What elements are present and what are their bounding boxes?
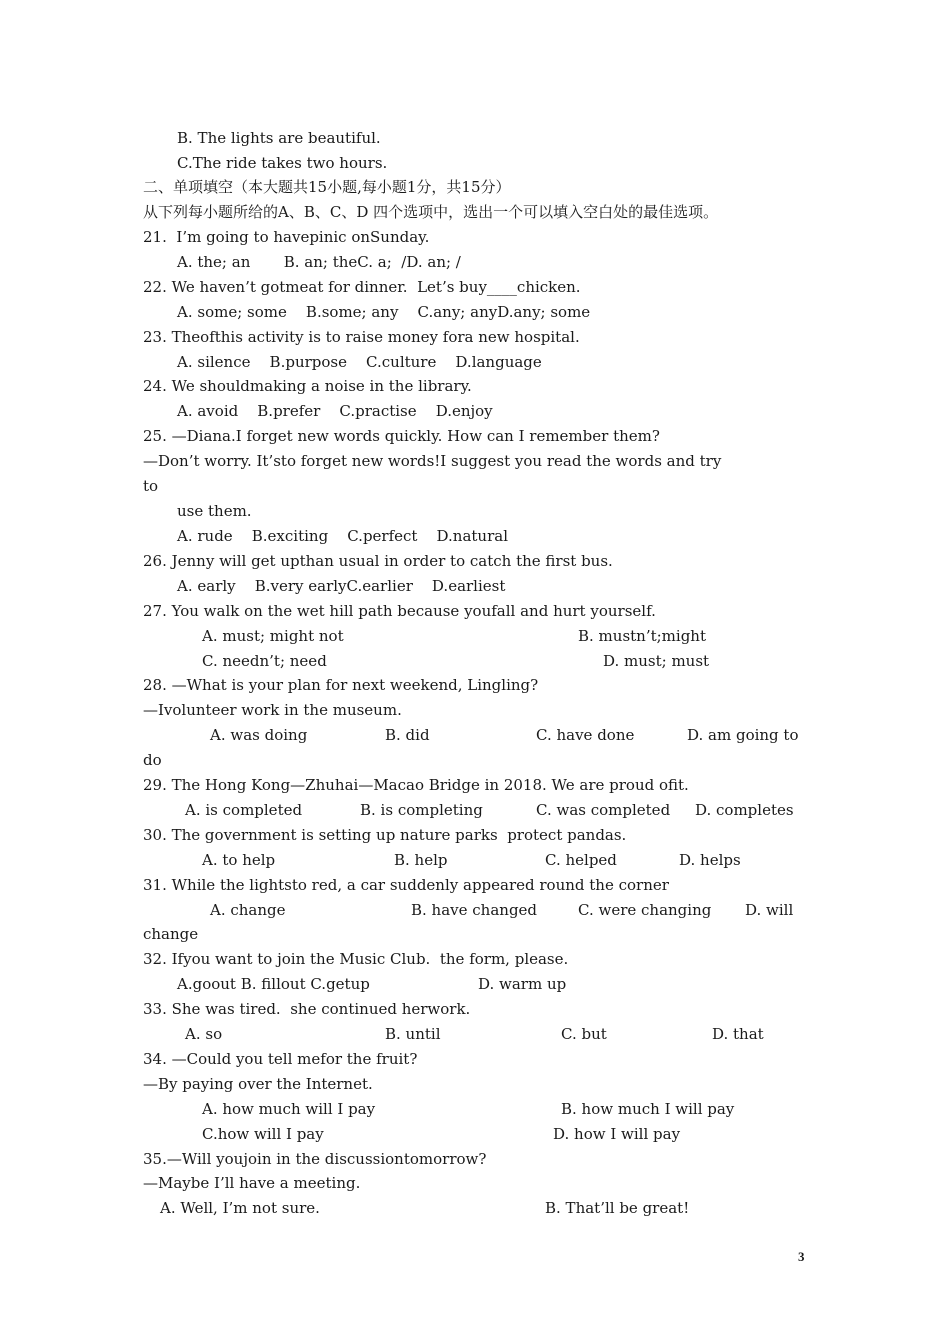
question-25-reply-wrap: to <box>143 477 159 495</box>
question-25-options: A. rude B.exciting C.perfect D.natural <box>177 527 508 545</box>
question-29-option-d: D. completes <box>695 801 794 819</box>
question-33: 33. She was tired. she continued herwork. <box>143 1000 471 1018</box>
question-26: 26. Jenny will get upthan usual in order to catch the first bus. <box>143 552 613 570</box>
question-28-option-b: B. did <box>385 726 430 744</box>
question-26-options: A. early B.very earlyC.earlier D.earliest <box>177 577 506 595</box>
question-28: 28. —What is your plan for next weekend, Lingling? <box>143 676 539 694</box>
question-32-option-d: D. warm up <box>478 975 567 993</box>
question-35-reply: —Maybe I’ll have a meeting. <box>143 1174 361 1192</box>
question-34-option-c: C.how will I pay <box>202 1125 324 1143</box>
question-24-options: A. avoid B.prefer C.practise D.enjoy <box>177 402 493 420</box>
question-31-option-d-wrap: change <box>143 925 199 943</box>
question-30: 30. The government is setting up nature parks protect pandas. <box>143 826 627 844</box>
question-28-reply: —Ivolunteer work in the museum. <box>143 701 402 719</box>
question-29-option-a: A. is completed <box>185 801 303 819</box>
question-31: 31. While the lightsto red, a car suddenly appeared round the corner <box>143 876 669 894</box>
question-21-options: A. the; an B. an; theC. a; /D. an; / <box>177 253 461 271</box>
question-33-option-b: B. until <box>385 1025 441 1043</box>
question-23-options: A. silence B.purpose C.culture D.language <box>177 353 542 371</box>
question-35: 35.—Will youjoin in the discussiontomorrow? <box>143 1150 487 1168</box>
question-35-option-b: B. That’ll be great! <box>545 1199 690 1217</box>
question-28-option-c: C. have done <box>536 726 635 744</box>
question-27-option-d: D. must; must <box>603 652 710 670</box>
question-29-option-c: C. was completed <box>536 801 671 819</box>
question-28-option-a: A. was doing <box>210 726 308 744</box>
question-27-option-b: B. mustn’t;might <box>578 627 706 645</box>
section-instructions: 从下列每小题所给的A、B、C、D 四个选项中，选出一个可以填入空白处的最佳选项。 <box>143 203 719 221</box>
question-25-reply: —Don’t worry. It’sto forget new words!I suggest you read the words and try <box>143 452 722 470</box>
question-25: 25. —Diana.I forget new words quickly. How can I remember them? <box>143 427 660 445</box>
question-33-option-a: A. so <box>185 1025 223 1043</box>
page-number: 3 <box>798 1249 805 1264</box>
question-31-option-d: D. will <box>745 901 794 919</box>
question-27: 27. You walk on the wet hill path because youfall and hurt yourself. <box>143 602 656 620</box>
question-34-option-b: B. how much I will pay <box>561 1100 735 1118</box>
question-22-options: A. some; some B.some; any C.any; anyD.any; some <box>177 303 591 321</box>
question-22: 22. We haven’t gotmeat for dinner. Let’s buy____chicken. <box>143 278 581 296</box>
question-34: 34. —Could you tell mefor the fruit? <box>143 1050 418 1068</box>
question-32: 32. Ifyou want to join the Music Club. the form, please. <box>143 950 569 968</box>
question-30-option-a: A. to help <box>202 851 276 869</box>
section-heading: 二、单项填空（本大题共15小题,每小题1分，共15分） <box>143 178 511 196</box>
question-34-option-a: A. how much will I pay <box>202 1100 376 1118</box>
question-32-options-abc: A.goout B. fillout C.getup <box>177 975 370 993</box>
question-34-option-d: D. how I will pay <box>553 1125 681 1143</box>
question-30-option-d: D. helps <box>679 851 741 869</box>
option-line: B. The lights are beautiful. <box>177 129 381 147</box>
question-27-option-a: A. must; might not <box>202 627 344 645</box>
question-33-option-d: D. that <box>712 1025 764 1043</box>
question-30-option-b: B. help <box>394 851 448 869</box>
question-35-option-a: A. Well, I’m not sure. <box>160 1199 320 1217</box>
question-27-option-c: C. needn’t; need <box>202 652 327 670</box>
question-29: 29. The Hong Kong—Zhuhai—Macao Bridge in 2018. We are proud ofit. <box>143 776 689 794</box>
option-line: C.The ride takes two hours. <box>177 154 388 172</box>
question-28-option-d-wrap: do <box>143 751 162 769</box>
question-34-reply: —By paying over the Internet. <box>143 1075 373 1093</box>
question-21: 21. I’m going to havepinic onSunday. <box>143 228 430 246</box>
question-24: 24. We shouldmaking a noise in the library. <box>143 377 472 395</box>
question-30-option-c: C. helped <box>545 851 617 869</box>
question-28-option-d: D. am going to <box>687 726 799 744</box>
question-29-option-b: B. is completing <box>360 801 483 819</box>
question-33-option-c: C. but <box>561 1025 607 1043</box>
question-25-reply-cont: use them. <box>177 502 252 520</box>
question-23: 23. Theofthis activity is to raise money fora new hospital. <box>143 328 580 346</box>
question-31-option-a: A. change <box>210 901 286 919</box>
question-31-option-c: C. were changing <box>578 901 712 919</box>
question-31-option-b: B. have changed <box>411 901 538 919</box>
